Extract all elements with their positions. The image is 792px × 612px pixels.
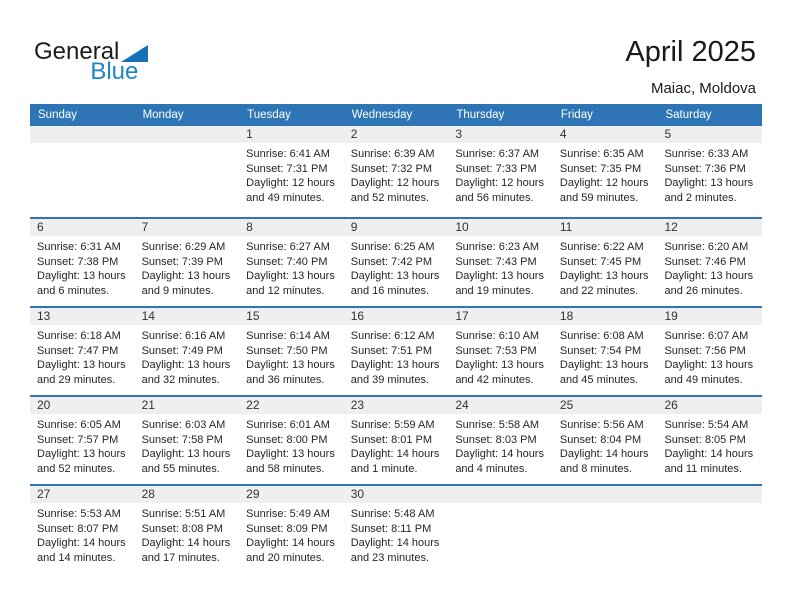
day-detail-line: Sunrise: 6:27 AM xyxy=(246,241,330,253)
day-number-empty xyxy=(448,486,553,503)
day-detail-line: Sunset: 8:01 PM xyxy=(350,433,433,446)
day-detail-line: Sunset: 7:42 PM xyxy=(350,255,433,268)
day-number: 1 xyxy=(246,127,253,141)
day-detail-line: Sunrise: 6:10 AM xyxy=(455,330,540,342)
day-detail-line: Sunrise: 6:23 AM xyxy=(455,241,540,253)
day-detail-line: Sunrise: 6:41 AM xyxy=(246,148,330,160)
day-detail-line: Daylight: 14 hours xyxy=(350,448,440,461)
day-detail-line: Sunset: 7:47 PM xyxy=(37,344,119,357)
day-cell-empty xyxy=(135,143,240,205)
day-detail-line: Sunrise: 6:03 AM xyxy=(141,419,226,431)
day-number: 15 xyxy=(246,309,260,323)
day-detail-line: Daylight: 13 hours xyxy=(246,270,335,283)
day-detail-line: and 58 minutes. xyxy=(246,462,325,475)
day-detail-line: and 19 minutes. xyxy=(455,284,534,297)
weeks xyxy=(30,126,762,573)
day-number-empty xyxy=(135,126,240,143)
week-row xyxy=(30,395,762,484)
day-detail-line: Daylight: 13 hours xyxy=(664,270,754,283)
calendar-table xyxy=(30,104,762,573)
general-blue-logo xyxy=(34,40,148,84)
day-detail-line: and 4 minutes. xyxy=(455,462,528,475)
day-detail-line: Sunset: 8:03 PM xyxy=(455,433,537,446)
day-detail-line: Sunrise: 6:14 AM xyxy=(246,330,330,342)
day-detail-line: Sunset: 7:56 PM xyxy=(664,344,746,357)
day-detail-line: Sunset: 7:53 PM xyxy=(455,344,537,357)
day-detail-line: Sunset: 7:45 PM xyxy=(559,255,642,268)
day-detail-line: Sunrise: 5:58 AM xyxy=(455,419,540,431)
day-cell-empty xyxy=(448,503,553,565)
page-subtitle: Maiac, Moldova xyxy=(650,80,756,97)
day-detail-line: Sunrise: 5:56 AM xyxy=(559,419,644,431)
day-cell xyxy=(30,236,135,298)
day-number: 16 xyxy=(350,309,365,323)
day-detail-line: and 52 minutes. xyxy=(350,191,430,204)
day-detail-line: and 39 minutes. xyxy=(350,373,430,386)
day-number: 6 xyxy=(37,220,44,234)
day-cell xyxy=(30,503,135,565)
day-detail-line: Sunset: 8:07 PM xyxy=(37,522,119,535)
day-cell xyxy=(657,414,762,476)
day-detail-line: Sunset: 8:09 PM xyxy=(246,522,328,535)
day-cell xyxy=(239,503,344,565)
day-detail-line: Daylight: 13 hours xyxy=(350,359,440,372)
day-detail-line: and 11 minutes. xyxy=(664,462,742,475)
day-cell xyxy=(239,414,344,476)
day-cell xyxy=(448,236,553,298)
day-detail-line: Sunset: 8:11 PM xyxy=(350,522,432,535)
day-detail-line: Daylight: 13 hours xyxy=(141,448,231,461)
day-detail-line: Sunset: 7:54 PM xyxy=(559,344,642,357)
day-detail-line: and 23 minutes. xyxy=(350,551,430,564)
day-detail-line: and 2 minutes. xyxy=(664,191,737,204)
day-number: 7 xyxy=(141,220,149,234)
weekday-label-monday: Monday xyxy=(142,109,184,121)
day-detail-line: Sunrise: 5:59 AM xyxy=(350,419,435,431)
day-detail-line: Daylight: 14 hours xyxy=(350,537,440,550)
day-detail-line: Sunset: 7:38 PM xyxy=(37,255,119,268)
week-row xyxy=(30,306,762,395)
day-detail-line: Daylight: 14 hours xyxy=(455,448,544,461)
day-detail-line: Daylight: 13 hours xyxy=(37,359,126,372)
day-detail-line: Sunrise: 6:31 AM xyxy=(37,241,121,253)
day-cell xyxy=(553,143,658,205)
day-detail-line: Sunrise: 6:25 AM xyxy=(350,241,435,253)
day-number: 24 xyxy=(455,398,469,412)
day-detail-line: Sunset: 8:08 PM xyxy=(141,522,223,535)
week-row xyxy=(30,217,762,306)
day-number: 18 xyxy=(559,309,574,323)
day-detail-line: Daylight: 13 hours xyxy=(246,448,335,461)
day-number: 10 xyxy=(455,220,469,234)
day-detail-line: and 36 minutes. xyxy=(246,373,325,386)
day-detail-line: Sunset: 8:04 PM xyxy=(559,433,642,446)
day-detail-line: Sunrise: 6:18 AM xyxy=(37,330,121,342)
day-number: 22 xyxy=(246,398,260,412)
day-detail-line: Sunset: 7:35 PM xyxy=(559,162,642,175)
day-cell xyxy=(135,236,240,298)
day-detail-line: and 55 minutes. xyxy=(141,462,220,475)
day-detail-line: and 29 minutes. xyxy=(37,373,116,386)
day-number: 13 xyxy=(37,309,51,323)
day-detail-line: Sunrise: 6:12 AM xyxy=(350,330,435,342)
day-detail-line: Sunrise: 5:54 AM xyxy=(664,419,749,431)
day-cell xyxy=(30,325,135,387)
day-detail-line: Sunrise: 6:07 AM xyxy=(664,330,749,342)
day-detail-line: Sunrise: 6:01 AM xyxy=(246,419,330,431)
day-detail-line: Daylight: 14 hours xyxy=(246,537,335,550)
day-detail-line: and 49 minutes. xyxy=(664,373,743,386)
day-detail-line: and 56 minutes. xyxy=(455,191,534,204)
day-number: 5 xyxy=(664,127,672,141)
day-detail-line: and 6 minutes. xyxy=(37,284,110,297)
day-cell-empty xyxy=(657,503,762,565)
day-number-empty xyxy=(553,486,658,503)
day-cell xyxy=(135,325,240,387)
day-cell xyxy=(657,143,762,205)
day-detail-line: and 8 minutes. xyxy=(559,462,633,475)
day-detail-line: Sunset: 7:40 PM xyxy=(246,255,328,268)
day-number: 21 xyxy=(141,398,155,412)
day-detail-line: Sunrise: 6:08 AM xyxy=(559,330,644,342)
day-detail-line: Daylight: 13 hours xyxy=(141,270,231,283)
day-detail-line: Daylight: 12 hours xyxy=(455,177,544,190)
day-detail-line: Sunset: 7:46 PM xyxy=(664,255,746,268)
day-cell-empty xyxy=(30,143,135,205)
day-cell xyxy=(553,414,658,476)
day-number-empty xyxy=(657,486,762,503)
day-detail-line: Sunset: 7:49 PM xyxy=(141,344,223,357)
day-detail-line: Sunrise: 6:05 AM xyxy=(37,419,121,431)
day-detail-line: Sunset: 7:51 PM xyxy=(350,344,433,357)
day-detail-line: and 20 minutes. xyxy=(246,551,325,564)
day-detail-line: Sunset: 7:43 PM xyxy=(455,255,537,268)
day-detail-line: Daylight: 13 hours xyxy=(37,270,126,283)
day-detail-line: Daylight: 12 hours xyxy=(350,177,440,190)
day-detail-line: Daylight: 14 hours xyxy=(664,448,754,461)
day-detail-line: Sunrise: 5:53 AM xyxy=(37,508,121,520)
day-number: 27 xyxy=(37,487,51,501)
day-number: 29 xyxy=(246,487,260,501)
day-detail-line: Daylight: 14 hours xyxy=(559,448,649,461)
day-cell xyxy=(239,236,344,298)
day-detail-line: Daylight: 13 hours xyxy=(664,177,754,190)
day-number: 20 xyxy=(37,398,51,412)
logo-text-general: General xyxy=(34,38,120,65)
day-detail-line: and 17 minutes. xyxy=(141,551,220,564)
day-detail-line: Sunset: 7:50 PM xyxy=(246,344,328,357)
day-cell xyxy=(657,325,762,387)
day-cell xyxy=(344,143,449,205)
day-detail-line: Sunrise: 5:48 AM xyxy=(350,508,435,520)
day-detail-line: Sunrise: 6:22 AM xyxy=(559,241,644,253)
day-detail-line: and 12 minutes. xyxy=(246,284,325,297)
day-detail-line: and 26 minutes. xyxy=(664,284,743,297)
day-cell xyxy=(344,414,449,476)
day-detail-line: Sunset: 7:39 PM xyxy=(141,255,223,268)
day-detail-line: Sunset: 7:36 PM xyxy=(664,162,746,175)
weekday-label-saturday: Saturday xyxy=(665,109,712,121)
day-cell xyxy=(135,503,240,565)
day-number: 17 xyxy=(455,309,469,323)
day-detail-line: Sunset: 7:33 PM xyxy=(455,162,537,175)
day-detail-line: Sunrise: 5:51 AM xyxy=(141,508,226,520)
day-number-empty xyxy=(30,126,135,143)
day-detail-line: Sunrise: 6:16 AM xyxy=(141,330,226,342)
day-number: 26 xyxy=(664,398,678,412)
day-detail-line: Daylight: 13 hours xyxy=(455,270,544,283)
week-row xyxy=(30,484,762,573)
day-cell xyxy=(553,325,658,387)
day-detail-line: and 32 minutes. xyxy=(141,373,220,386)
day-detail-line: Daylight: 12 hours xyxy=(559,177,649,190)
weekday-label-tuesday: Tuesday xyxy=(247,109,291,121)
day-number: 2 xyxy=(350,127,358,141)
day-cell xyxy=(344,325,449,387)
day-cell xyxy=(30,414,135,476)
weekday-label-wednesday: Wednesday xyxy=(351,109,413,121)
day-detail-line: and 14 minutes. xyxy=(37,551,116,564)
day-cell xyxy=(657,236,762,298)
day-number: 28 xyxy=(141,487,155,501)
page-title: April 2025 xyxy=(625,36,756,68)
day-detail-line: and 42 minutes. xyxy=(455,373,534,386)
day-number: 14 xyxy=(141,309,155,323)
day-detail-line: Sunrise: 5:49 AM xyxy=(246,508,330,520)
day-number: 30 xyxy=(350,487,365,501)
day-number: 11 xyxy=(559,220,573,234)
day-detail-line: Daylight: 14 hours xyxy=(141,537,231,550)
day-cell xyxy=(553,236,658,298)
day-detail-line: and 1 minute. xyxy=(350,462,418,475)
day-detail-line: Sunrise: 6:39 AM xyxy=(350,148,435,160)
weekday-label-friday: Friday xyxy=(560,109,593,121)
day-detail-line: Sunrise: 6:37 AM xyxy=(455,148,540,160)
day-detail-line: Sunrise: 6:20 AM xyxy=(664,241,749,253)
weekday-label-thursday: Thursday xyxy=(456,109,505,121)
day-number: 9 xyxy=(350,220,358,234)
day-cell xyxy=(448,325,553,387)
day-cell xyxy=(135,414,240,476)
day-detail-line: Daylight: 13 hours xyxy=(141,359,231,372)
day-number: 23 xyxy=(350,398,365,412)
day-detail-line: Sunset: 8:00 PM xyxy=(246,433,328,446)
day-detail-line: Sunrise: 6:35 AM xyxy=(559,148,644,160)
day-cell xyxy=(448,143,553,205)
day-detail-line: Daylight: 13 hours xyxy=(246,359,335,372)
weekday-header xyxy=(30,104,762,126)
day-cell xyxy=(344,236,449,298)
day-detail-line: and 49 minutes. xyxy=(246,191,325,204)
day-detail-line: Daylight: 13 hours xyxy=(664,359,754,372)
day-detail-line: and 45 minutes. xyxy=(559,373,639,386)
day-detail-line: Daylight: 13 hours xyxy=(559,270,649,283)
day-number: 8 xyxy=(246,220,253,234)
day-detail-line: Daylight: 13 hours xyxy=(350,270,440,283)
day-detail-line: Sunset: 8:05 PM xyxy=(664,433,746,446)
day-cell xyxy=(239,143,344,205)
day-detail-line: Sunset: 7:31 PM xyxy=(246,162,328,175)
title-block xyxy=(625,36,756,97)
day-cell xyxy=(448,414,553,476)
day-number: 25 xyxy=(559,398,574,412)
day-detail-line: and 52 minutes. xyxy=(37,462,116,475)
day-detail-line: Daylight: 13 hours xyxy=(559,359,649,372)
day-detail-line: Sunset: 7:58 PM xyxy=(141,433,223,446)
day-cell xyxy=(344,503,449,565)
week-row xyxy=(30,126,762,217)
day-number: 12 xyxy=(664,220,678,234)
day-detail-line: and 22 minutes. xyxy=(559,284,639,297)
day-number: 4 xyxy=(559,127,567,141)
logo-text-blue: Blue xyxy=(90,58,139,85)
day-detail-line: Sunrise: 6:33 AM xyxy=(664,148,749,160)
day-detail-line: Daylight: 14 hours xyxy=(37,537,126,550)
day-detail-line: and 9 minutes. xyxy=(141,284,214,297)
day-detail-line: Daylight: 13 hours xyxy=(37,448,126,461)
day-detail-line: Sunrise: 6:29 AM xyxy=(141,241,226,253)
day-detail-line: Daylight: 13 hours xyxy=(455,359,544,372)
day-detail-line: and 16 minutes. xyxy=(350,284,430,297)
day-detail-line: Daylight: 12 hours xyxy=(246,177,335,190)
day-cell xyxy=(239,325,344,387)
day-number: 3 xyxy=(455,127,462,141)
day-detail-line: and 59 minutes. xyxy=(559,191,639,204)
weekday-label-sunday: Sunday xyxy=(38,109,78,121)
day-number: 19 xyxy=(664,309,678,323)
day-detail-line: Sunset: 7:32 PM xyxy=(350,162,433,175)
day-cell-empty xyxy=(553,503,658,565)
day-detail-line: Sunset: 7:57 PM xyxy=(37,433,119,446)
